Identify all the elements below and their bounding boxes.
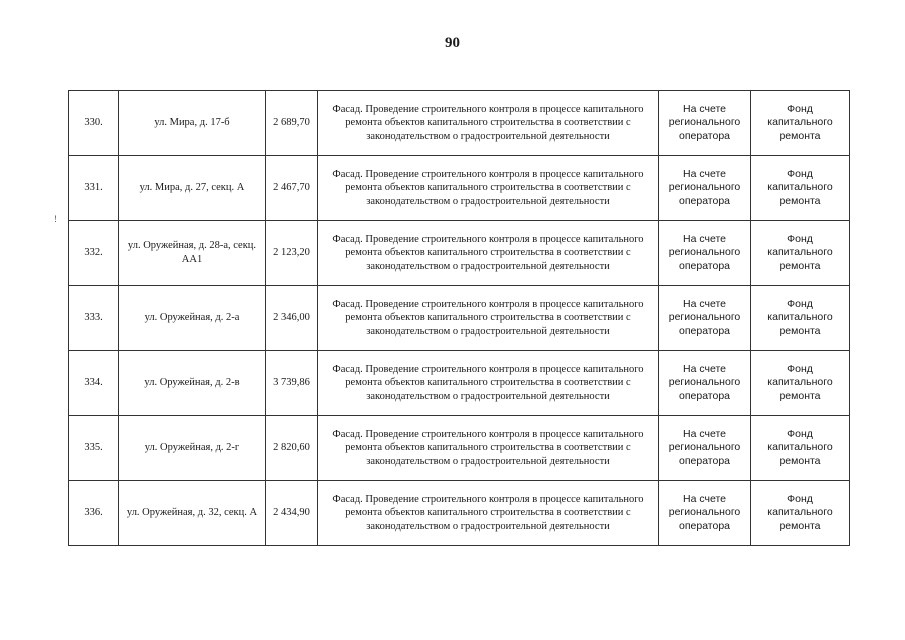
description-cell: Фасад. Проведение строительного контроля в процессе капитального ремонта объектов капитального строительства в соответствии с законодательством о градостроительной деятельности [318,481,659,546]
amount-cell: 2 123,20 [266,221,318,286]
funding-source-cell: На счете регионального оператора [659,221,751,286]
row-number-cell: 335. [69,416,119,481]
funding-source-cell: На счете регионального оператора [659,156,751,221]
description-cell: Фасад. Проведение строительного контроля в процессе капитального ремонта объектов капитального строительства в соответствии с законодательством о градостроительной деятельности [318,351,659,416]
amount-cell: 2 467,70 [266,156,318,221]
margin-mark: ! [54,214,57,224]
amount-cell: 3 739,86 [266,351,318,416]
address-cell: ул. Мира, д. 27, секц. А [119,156,266,221]
address-cell: ул. Оружейная, д. 32, секц. А [119,481,266,546]
address-cell: ул. Оружейная, д. 2-а [119,286,266,351]
funding-source-cell: На счете регионального оператора [659,286,751,351]
row-number-cell: 331. [69,156,119,221]
row-number-cell: 333. [69,286,119,351]
repair-schedule-table [68,90,850,546]
row-number-cell: 336. [69,481,119,546]
fund-cell: Фонд капитального ремонта [751,91,850,156]
amount-cell: 2 689,70 [266,91,318,156]
funding-source-cell: На счете регионального оператора [659,91,751,156]
fund-cell: Фонд капитального ремонта [751,416,850,481]
description-cell: Фасад. Проведение строительного контроля в процессе капитального ремонта объектов капитального строительства в соответствии с законодательством о градостроительной деятельности [318,286,659,351]
funding-source-cell: На счете регионального оператора [659,416,751,481]
table-body [69,91,850,546]
funding-source-cell: На счете регионального оператора [659,481,751,546]
description-cell: Фасад. Проведение строительного контроля в процессе капитального ремонта объектов капитального строительства в соответствии с законодательством о градостроительной деятельности [318,156,659,221]
table-row [69,91,850,156]
row-number-cell: 330. [69,91,119,156]
table-row [69,286,850,351]
table-row [69,156,850,221]
amount-cell: 2 346,00 [266,286,318,351]
table-row [69,481,850,546]
description-cell: Фасад. Проведение строительного контроля в процессе капитального ремонта объектов капитального строительства в соответствии с законодательством о градостроительной деятельности [318,221,659,286]
fund-cell: Фонд капитального ремонта [751,351,850,416]
page-number: 90 [445,35,460,51]
fund-cell: Фонд капитального ремонта [751,221,850,286]
address-cell: ул. Оружейная, д. 2-в [119,351,266,416]
row-number-cell: 334. [69,351,119,416]
amount-cell: 2 434,90 [266,481,318,546]
fund-cell: Фонд капитального ремонта [751,156,850,221]
description-cell: Фасад. Проведение строительного контроля в процессе капитального ремонта объектов капитального строительства в соответствии с законодательством о градостроительной деятельности [318,416,659,481]
amount-cell: 2 820,60 [266,416,318,481]
fund-cell: Фонд капитального ремонта [751,481,850,546]
table-row [69,416,850,481]
funding-source-cell: На счете регионального оператора [659,351,751,416]
table-row [69,351,850,416]
address-cell: ул. Оружейная, д. 28-а, секц. АА1 [119,221,266,286]
row-number-cell: 332. [69,221,119,286]
description-cell: Фасад. Проведение строительного контроля в процессе капитального ремонта объектов капитального строительства в соответствии с законодательством о градостроительной деятельности [318,91,659,156]
address-cell: ул. Оружейная, д. 2-г [119,416,266,481]
fund-cell: Фонд капитального ремонта [751,286,850,351]
address-cell: ул. Мира, д. 17-б [119,91,266,156]
table-row [69,221,850,286]
